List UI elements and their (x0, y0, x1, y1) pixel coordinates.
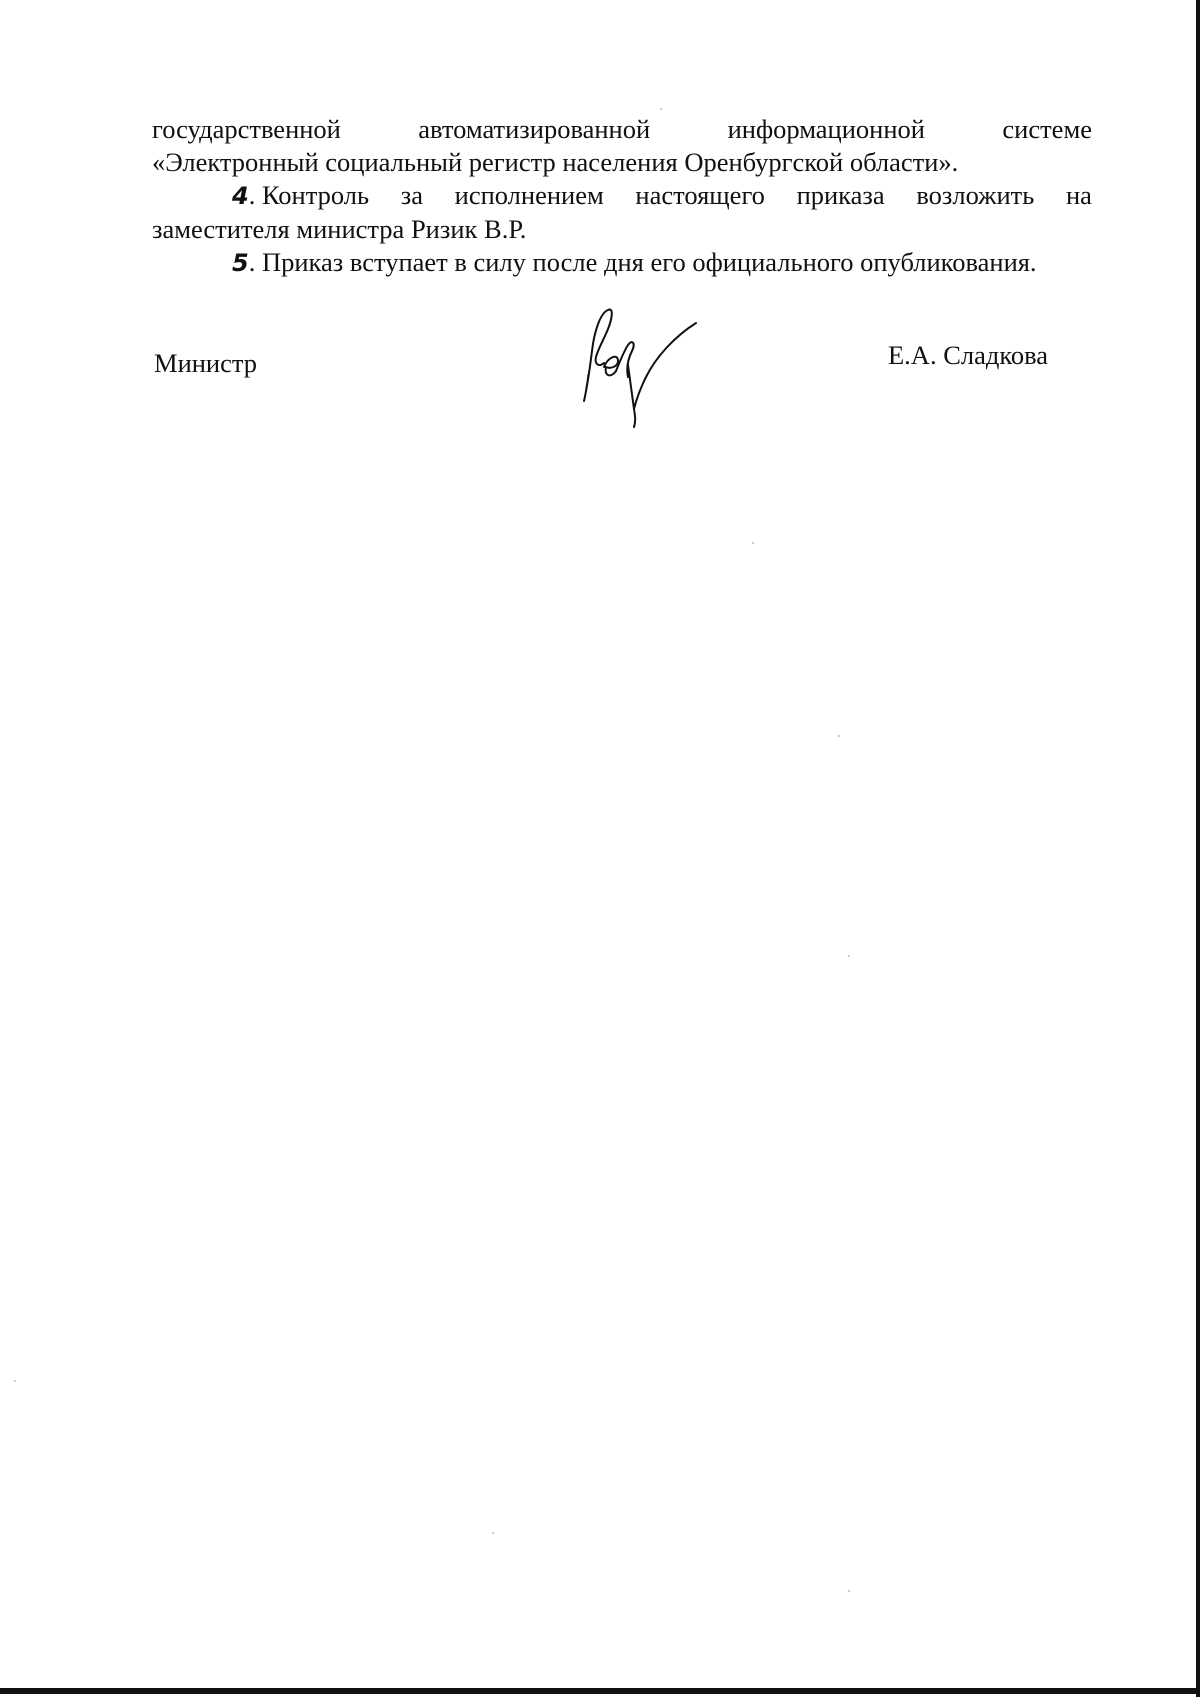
paragraph-5 (152, 246, 1092, 280)
paragraph-4-lead (232, 179, 369, 213)
scan-speck (492, 1532, 494, 1534)
scan-speck (660, 108, 662, 110)
scan-edge-bottom (0, 1688, 1200, 1694)
document-body (152, 113, 1092, 280)
scan-speck (848, 1590, 850, 1592)
signatory-name: Е.А. Сладкова (888, 340, 1049, 370)
word: автоматизированной (418, 114, 651, 144)
paragraph-4-line-2: заместителя министра Ризик В.Р. (152, 214, 527, 244)
word: за (400, 180, 423, 210)
paragraph-4-line-1 (152, 179, 1092, 213)
word: настоящего (635, 180, 765, 210)
paragraph-5-number: 5 (232, 249, 249, 277)
paragraph-5-text: . Приказ вступает в силу после дня его официального опубликования. (248, 247, 1037, 277)
text-line-1 (152, 113, 1092, 146)
word: исполнением (454, 180, 604, 210)
word: системе (1002, 114, 1092, 144)
word: государственной (152, 114, 341, 144)
signatory-title: Министр (154, 348, 258, 378)
word: возложить (916, 180, 1035, 210)
scan-speck (838, 735, 840, 737)
word: приказа (796, 180, 885, 210)
scan-edge-right (1196, 0, 1200, 1697)
word: на (1066, 180, 1092, 210)
paragraph-4-number: 4 (232, 182, 249, 210)
scan-speck (14, 1380, 16, 1382)
word: . Контроль (248, 180, 370, 210)
text-line-2: «Электронный социальный регистр населения Оренбургской области». (152, 147, 959, 177)
handwritten-signature-icon (570, 305, 720, 430)
scan-speck (752, 542, 754, 544)
scan-speck (848, 955, 850, 957)
word: информационной (727, 114, 925, 144)
